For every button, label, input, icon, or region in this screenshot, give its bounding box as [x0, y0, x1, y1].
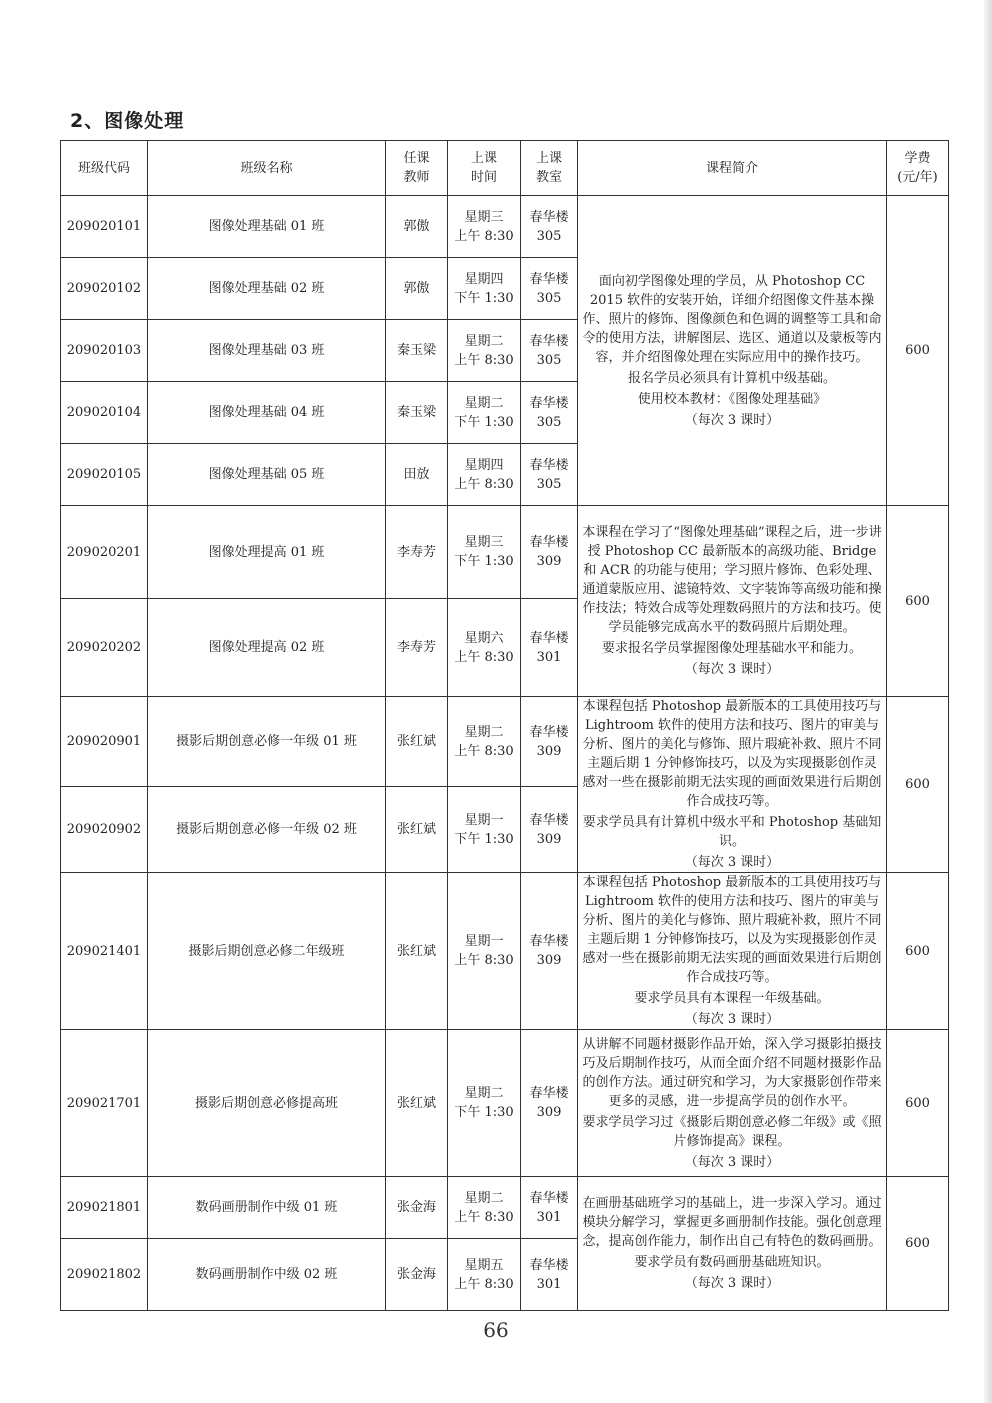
- classroom: 春华楼 301: [521, 1177, 578, 1239]
- teacher: 张红斌: [386, 873, 448, 1030]
- class-time: 星期二 下午 1:30: [448, 1030, 521, 1177]
- class-name: 摄影后期创意必修二年级班: [148, 873, 386, 1030]
- class-code: 209020902: [61, 787, 148, 873]
- header-class-name: 班级名称: [148, 141, 386, 196]
- teacher: 张红斌: [386, 1030, 448, 1177]
- class-name: 摄影后期创意必修一年级 01 班: [148, 697, 386, 787]
- course-table: [60, 140, 949, 1311]
- class-code: 209020101: [61, 196, 148, 258]
- teacher: 田放: [386, 444, 448, 506]
- course-intro: 在画册基础班学习的基础上，进一步深入学习。通过模块分解学习，掌握更多画册制作技能。强化创意理念，提高创作能力，制作出自己有特色的数码画册。 要求学员有数码画册基础班知识。 （每次 3 课时）: [578, 1177, 887, 1311]
- class-time: 星期二 下午 1:30: [448, 382, 521, 444]
- class-code: 209021401: [61, 873, 148, 1030]
- course-intro: 本课程包括 Photoshop 最新版本的工具使用技巧与 Lightroom 软件的使用方法和技巧、图片的审美与分析、图片的美化与修饰、照片瑕疵补救，照片不同主题后期 1 分钟修饰技巧，以及为实现摄影创作灵感对一些在摄影前期无法实现的画面效果进行后期创作合成技巧等。 要求学员具有本课程一年级基础。 （每次 3 课时）: [578, 873, 887, 1030]
- class-time: 星期六 上午 8:30: [448, 599, 521, 697]
- class-code: 209020104: [61, 382, 148, 444]
- teacher: 郭傲: [386, 258, 448, 320]
- classroom: 春华楼 305: [521, 320, 578, 382]
- class-code: 209021802: [61, 1239, 148, 1311]
- header-teacher: 任课 教师: [386, 141, 448, 196]
- class-code: 209020901: [61, 697, 148, 787]
- scan-edge-shadow: [984, 0, 992, 1403]
- classroom: 春华楼 305: [521, 258, 578, 320]
- classroom: 春华楼 305: [521, 444, 578, 506]
- classroom: 春华楼 309: [521, 697, 578, 787]
- header-class-code: 班级代码: [61, 141, 148, 196]
- page-number: 66: [483, 1318, 509, 1342]
- class-code: 209020201: [61, 506, 148, 599]
- class-code: 209020103: [61, 320, 148, 382]
- class-time: 星期一 下午 1:30: [448, 787, 521, 873]
- class-name: 图像处理基础 02 班: [148, 258, 386, 320]
- teacher: 秦玉梁: [386, 320, 448, 382]
- class-name: 图像处理基础 01 班: [148, 196, 386, 258]
- classroom: 春华楼 301: [521, 599, 578, 697]
- table-row: [61, 1177, 949, 1239]
- class-name: 摄影后期创意必修提高班: [148, 1030, 386, 1177]
- class-name: 图像处理提高 02 班: [148, 599, 386, 697]
- classroom: 春华楼 301: [521, 1239, 578, 1311]
- class-time: 星期一 上午 8:30: [448, 873, 521, 1030]
- teacher: 张金海: [386, 1177, 448, 1239]
- tuition-fee: 600: [887, 196, 949, 506]
- class-name: 图像处理基础 05 班: [148, 444, 386, 506]
- teacher: 李寿芳: [386, 599, 448, 697]
- teacher: 秦玉梁: [386, 382, 448, 444]
- class-code: 209021701: [61, 1030, 148, 1177]
- class-time: 星期二 上午 8:30: [448, 697, 521, 787]
- tuition-fee: 600: [887, 697, 949, 873]
- class-code: 209020102: [61, 258, 148, 320]
- class-time: 星期二 上午 8:30: [448, 1177, 521, 1239]
- classroom: 春华楼 309: [521, 873, 578, 1030]
- teacher: 李寿芳: [386, 506, 448, 599]
- class-time: 星期三 上午 8:30: [448, 196, 521, 258]
- teacher: 张金海: [386, 1239, 448, 1311]
- table-row: [61, 697, 949, 787]
- class-code: 209020105: [61, 444, 148, 506]
- table-row: [61, 1030, 949, 1177]
- class-name: 图像处理提高 01 班: [148, 506, 386, 599]
- course-intro: 面向初学图像处理的学员，从 Photoshop CC 2015 软件的安装开始，详细介绍图像文件基本操作、照片的修饰、图像颜色和色调的调整等工具和命令的使用方法，讲解图层、选区、通道以及蒙板等内容，并介绍图像处理在实际应用中的操作技巧。 报名学员必须具有计算机中级基础。 使用校本教材：《图像处理基础》 （每次 3 课时）: [578, 196, 887, 506]
- tuition-fee: 600: [887, 506, 949, 697]
- class-time: 星期三 下午 1:30: [448, 506, 521, 599]
- tuition-fee: 600: [887, 1177, 949, 1311]
- classroom: 春华楼 305: [521, 382, 578, 444]
- classroom: 春华楼 305: [521, 196, 578, 258]
- class-name: 数码画册制作中级 02 班: [148, 1239, 386, 1311]
- tuition-fee: 600: [887, 1030, 949, 1177]
- class-name: 数码画册制作中级 01 班: [148, 1177, 386, 1239]
- tuition-fee: 600: [887, 873, 949, 1030]
- class-code: 209020202: [61, 599, 148, 697]
- classroom: 春华楼 309: [521, 787, 578, 873]
- table-header-row: [61, 141, 949, 196]
- header-intro: 课程简介: [578, 141, 887, 196]
- course-intro: 从讲解不同题材摄影作品开始，深入学习摄影拍摄技巧及后期制作技巧，从而全面介绍不同题材摄影作品的创作方法。通过研究和学习，为大家摄影创作带来更多的灵感，进一步提高学员的创作水平。 要求学员学习过《摄影后期创意必修二年级》或《照片修饰提高》课程。 （每次 3 课时）: [578, 1030, 887, 1177]
- header-room: 上课 教室: [521, 141, 578, 196]
- teacher: 郭傲: [386, 196, 448, 258]
- classroom: 春华楼 309: [521, 506, 578, 599]
- class-time: 星期二 上午 8:30: [448, 320, 521, 382]
- teacher: 张红斌: [386, 787, 448, 873]
- header-fee: 学费 (元/年): [887, 141, 949, 196]
- classroom: 春华楼 309: [521, 1030, 578, 1177]
- course-intro: 本课程在学习了“图像处理基础”课程之后，进一步讲授 Photoshop CC 最新版本的高级功能、Bridge 和 ACR 的功能与使用；学习照片修饰、色彩处理、通道蒙版应用、滤镜特效、文字装饰等高级功能和操作技法；特效合成等处理数码照片的方法和技巧。使学员能够完成高水平的数码照片后期处理。 要求报名学员掌握图像处理基础水平和能力。 （每次 3 课时）: [578, 506, 887, 697]
- section-title: 2、图像处理: [70, 110, 185, 132]
- teacher: 张红斌: [386, 697, 448, 787]
- table-row: [61, 506, 949, 599]
- class-name: 图像处理基础 04 班: [148, 382, 386, 444]
- table-row: [61, 873, 949, 1030]
- class-name: 摄影后期创意必修一年级 02 班: [148, 787, 386, 873]
- class-time: 星期四 下午 1:30: [448, 258, 521, 320]
- header-time: 上课 时间: [448, 141, 521, 196]
- class-time: 星期四 上午 8:30: [448, 444, 521, 506]
- class-name: 图像处理基础 03 班: [148, 320, 386, 382]
- course-intro: 本课程包括 Photoshop 最新版本的工具使用技巧与 Lightroom 软件的使用方法和技巧、图片的审美与分析、图片的美化与修饰、照片瑕疵补救、照片不同主题后期 1 分钟修饰技巧，以及为实现摄影创作灵感对一些在摄影前期无法实现的画面效果进行后期创作合成技巧等。 要求学员具有计算机中级水平和 Photoshop 基础知识。 （每次 3 课时）: [578, 697, 887, 873]
- table-row: [61, 196, 949, 258]
- class-time: 星期五 上午 8:30: [448, 1239, 521, 1311]
- class-code: 209021801: [61, 1177, 148, 1239]
